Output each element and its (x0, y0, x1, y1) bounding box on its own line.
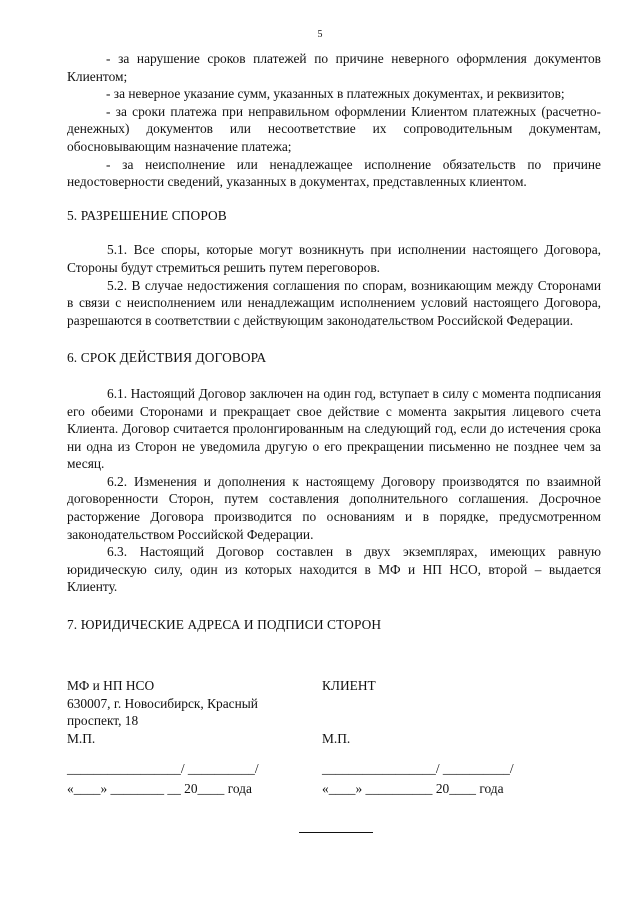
date-line-right: «____» __________ 20____ года (322, 781, 504, 796)
paragraph: 5.1. Все споры, которые могут возникнуть при исполнении настоящего Договора, Стороны будут стремиться решить путем переговоров. (67, 242, 601, 275)
signature-line-left: _________________/ __________/ (67, 761, 259, 776)
stamp-label: М.П. (67, 730, 96, 746)
page-number: 5 (317, 29, 323, 40)
list-item: - за нарушение сроков платежей по причине неверного оформления документов Клиентом; (67, 51, 601, 84)
paragraph: 6.1. Настоящий Договор заключен на один год, вступает в силу с момента подписания его обеими Сторонами и прекращает свое действие с момента закрытия лицевого счета Клиента. Договор считается пролонгированным на следующий год, если до истечения срока ни одна из Сторон не уведомила другую о его прекращении письменно не позднее чем за месяц. (67, 385, 601, 472)
list-item: - за сроки платежа при неправильном оформлении Клиентом платежных (расчетно-денежных) документов или несоответствие их сопроводительным документам, обосновывающим назначение платежа; (67, 103, 601, 154)
document-body (67, 50, 601, 653)
signature-line-right: _________________/ __________/ (322, 761, 514, 776)
section-title: 7. ЮРИДИЧЕСКИЕ АДРЕСА И ПОДПИСИ СТОРОН (67, 617, 382, 633)
signature-right (322, 677, 582, 747)
list-item: - за неверное указание сумм, указанных в платежных документах, и реквизитов; (106, 86, 565, 102)
paragraph: 6.2. Изменения и дополнения к настоящему Договору производятся по взаимной договоренности Сторон, путем составления дополнительного соглашения. Досрочное расторжение Договора производится по основаниям и в порядке, предусмотренном законодательством Российской Федерации. (67, 473, 601, 542)
list-item: - за неисполнение или ненадлежащее исполнение обязательств по причине недостоверности сведений, указанных в документах, представленных клиентом. (67, 156, 601, 190)
footer-divider (299, 832, 373, 833)
section-title: 6. СРОК ДЕЙСТВИЯ ДОГОВОРА (67, 350, 267, 366)
paragraph: 5.2. В случае недостижения соглашения по спорам, возникающим между Сторонами в связи с неисполнением или ненадлежащим исполнением условий настоящего Договора, разрешаются в соответствии с действующим законодательством Российской Федерации. (67, 277, 601, 328)
signature-left (67, 677, 297, 747)
party-address: 630007, г. Новосибирск, Красный проспект, 18 (67, 695, 258, 729)
date-line-left: «____» ________ __ 20____ года (67, 781, 252, 796)
stamp-label: М.П. (322, 730, 351, 746)
paragraph: 6.3. Настоящий Договор составлен в двух экземплярах, имеющих равную юридическую силу, один из которых находится в МФ и НП НСО, второй – выдается Клиенту. (67, 544, 601, 595)
party-name: МФ и НП НСО (67, 678, 155, 693)
section-title: 5. РАЗРЕШЕНИЕ СПОРОВ (67, 207, 227, 223)
party-name: КЛИЕНТ (322, 678, 376, 693)
